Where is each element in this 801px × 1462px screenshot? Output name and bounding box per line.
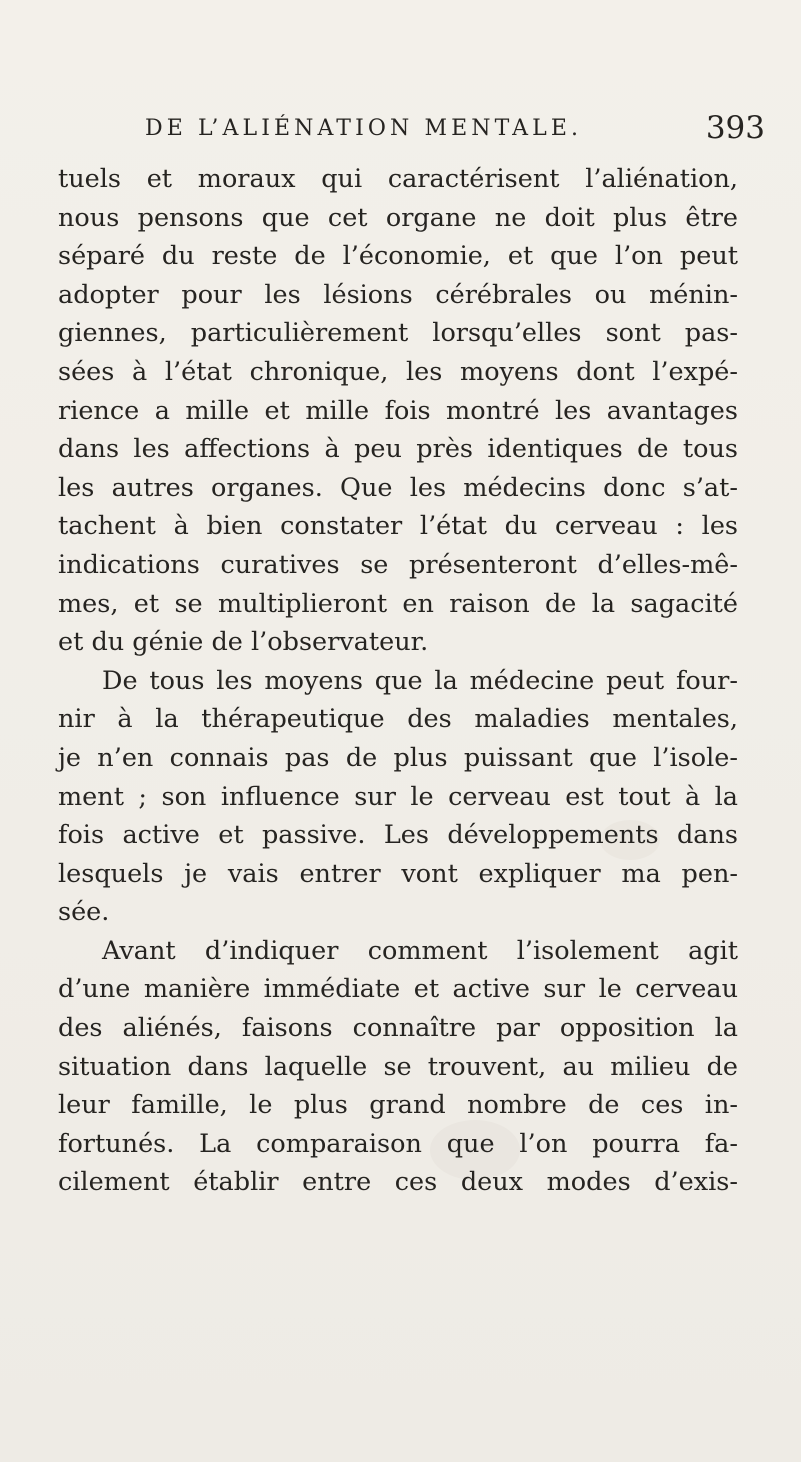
- running-head: [135, 110, 765, 150]
- text-line: adopter pour les lésions cérébrales ou ménin-: [58, 279, 738, 310]
- text-line: indications curatives se présenteront d’elles-mê-: [58, 549, 738, 580]
- text-line: leur famille, le plus grand nombre de ces in-: [58, 1090, 738, 1121]
- text-line: tachent à bien constater l’état du cerveau : les: [58, 511, 738, 542]
- text-line: des aliénés, faisons connaître par opposition la: [58, 1013, 738, 1044]
- text-line: mes, et se multiplieront en raison de la sagacité: [58, 588, 738, 619]
- running-title: DE L’ALIÉNATION MENTALE.: [145, 116, 583, 141]
- text-line-paragraph-start: Avant d’indiquer comment l’isolement agit: [102, 935, 738, 966]
- text-line: sées à l’état chronique, les moyens dont l’expé-: [58, 356, 738, 387]
- text-line: rience a mille et mille fois montré les avantages: [58, 395, 738, 426]
- text-line: séparé du reste de l’économie, et que l’on peut: [58, 241, 738, 272]
- text-line: situation dans laquelle se trouvent, au milieu de: [58, 1051, 738, 1082]
- text-line-paragraph-end: et du génie de l’observateur.: [58, 627, 429, 658]
- text-line: je n’en connais pas de plus puissant que l’isole-: [58, 742, 738, 773]
- text-line: nous pensons que cet organe ne doit plus être: [58, 202, 738, 233]
- text-line: fois active et passive. Les développements dans: [58, 820, 738, 851]
- text-line: d’une manière immédiate et active sur le cerveau: [58, 974, 738, 1005]
- text-line-paragraph-start: De tous les moyens que la médecine peut four-: [102, 665, 738, 696]
- text-line: les autres organes. Que les médecins donc s’at-: [58, 472, 738, 503]
- text-line: ment ; son influence sur le cerveau est tout à la: [58, 781, 738, 812]
- text-line-paragraph-end: sée.: [58, 897, 110, 928]
- text-line: cilement établir entre ces deux modes d’exis-: [58, 1167, 738, 1198]
- text-line: lesquels je vais entrer vont expliquer ma pen-: [58, 858, 738, 889]
- text-line: tuels et moraux qui caractérisent l’aliénation,: [58, 164, 738, 194]
- text-line: nir à la thérapeutique des maladies mentales,: [58, 704, 738, 735]
- page-number: 393: [705, 110, 765, 146]
- text-line: dans les affections à peu près identiques de tous: [58, 434, 738, 465]
- text-line: giennes, particulièrement lorsqu’elles sont pas-: [58, 318, 738, 349]
- body-text: [58, 160, 738, 1202]
- text-line: fortunés. La comparaison que l’on pourra fa-: [58, 1128, 738, 1159]
